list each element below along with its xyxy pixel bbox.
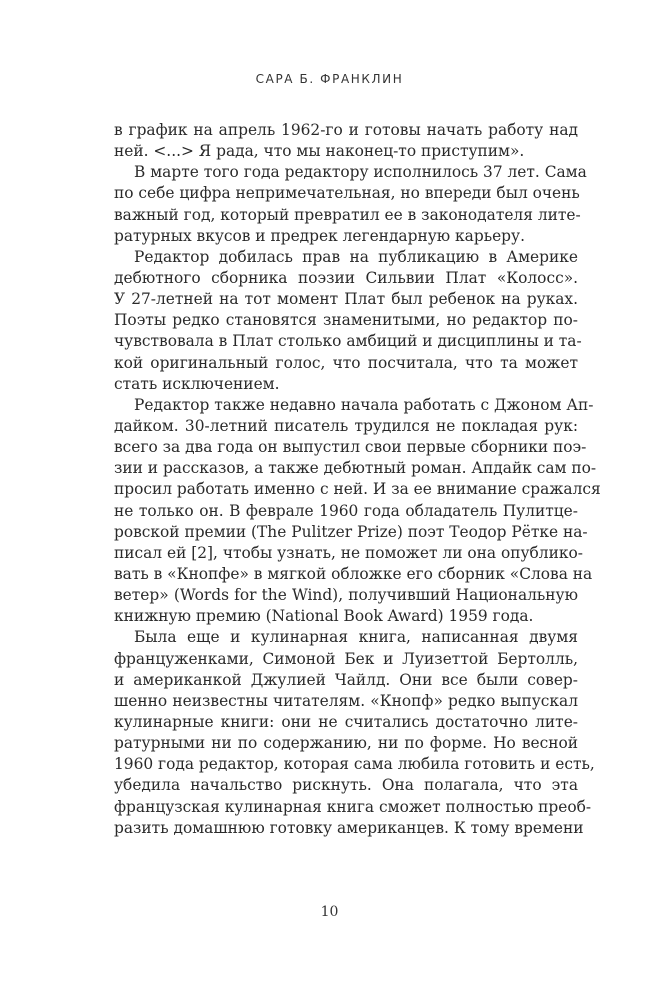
text-line: ровской премии (The Pulitzer Prize) поэт Теодор Рётке на- <box>114 522 588 541</box>
text-line: дебютного сборника поэзии Сильвии Плат «Колосс». <box>114 268 578 287</box>
text-line: француженками, Симоной Бек и Луизеттой Бертолль, <box>114 649 578 668</box>
text-line: в график на апрель 1962-го и готовы начать работу над <box>114 121 578 139</box>
running-head: САРА Б. ФРАНКЛИН <box>255 72 404 86</box>
text-line: У 27-летней на тот момент Плат был ребенок на руках. <box>114 290 578 309</box>
text-line: ветер» (Words for the Wind), получивший Национальную <box>114 586 578 605</box>
text-line: ратурных вкусов и предрек легендарную карьеру. <box>114 226 525 245</box>
text-line: зии и рассказов, а также дебютный роман. Апдайк сам по- <box>114 459 597 478</box>
text-line: Редактор добилась прав на публикацию в Америке <box>134 247 578 266</box>
text-line: книжную премию (National Book Award) 1959 года. <box>114 607 534 626</box>
text-line: кой оригинальный голос, что посчитала, что та может <box>114 353 578 372</box>
text-line: стать исключением. <box>114 374 280 393</box>
text-line: Была еще и кулинарная книга, написанная двумя <box>134 628 578 647</box>
text-line: Поэты редко становятся знаменитыми, но редактор по- <box>114 311 578 330</box>
text-line: по себе цифра непримечательная, но впереди был очень <box>114 184 580 203</box>
text-line: кулинарные книги: они не считались достаточно лите- <box>114 712 578 731</box>
text-line: В марте того года редактору исполнилось 37 лет. Сама <box>134 163 587 182</box>
text-line: ратурными ни по содержанию, ни по форме. Но весной <box>114 734 578 753</box>
text-line: важный год, который превратил ее в законодателя лите- <box>114 205 581 224</box>
text-line: французская кулинарная книга сможет полностью преоб- <box>114 797 592 816</box>
text-line: писал ей [2], чтобы узнать, не поможет ли она опублико- <box>114 543 583 562</box>
text-line: чувствовала в Плат столько амбиций и дисциплины и та- <box>114 332 582 351</box>
text-line: вать в «Кнопфе» в мягкой обложке его сборник «Слова на <box>114 564 593 583</box>
text-line: убедила начальство рискнуть. Она полагала, что эта <box>114 776 578 795</box>
text-line: ней. <...> Я рада, что мы наконец-то приступим». <box>114 142 525 161</box>
page-number: 10 <box>320 904 339 920</box>
text-line: просил работать именно с ней. И за ее внимание сражался <box>114 480 601 499</box>
text-line: 1960 года редактор, которая сама любила готовить и есть, <box>114 755 595 774</box>
text-line: не только он. В феврале 1960 года обладатель Пулитце- <box>114 501 578 520</box>
text-line: всего за два года он выпустил свои первые сборники поэ- <box>114 438 587 457</box>
text-line: шенно неизвестны читателям. «Кнопф» редко выпускал <box>114 691 578 710</box>
text-line: дайком. 30-летний писатель трудился не покладая рук: <box>114 416 578 435</box>
text-line: Редактор также недавно начала работать с Джоном Ап- <box>134 395 594 414</box>
text-line: разить домашнюю готовку американцев. К тому времени <box>114 818 584 837</box>
text-line: и американкой Джулией Чайлд. Они все были совер- <box>114 670 578 689</box>
body-text <box>114 120 601 839</box>
